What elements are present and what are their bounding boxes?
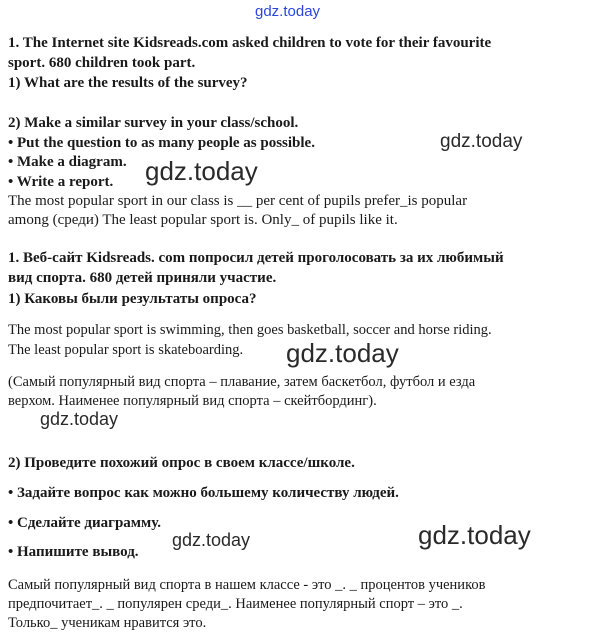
bullet-item: • Make a diagram.: [8, 154, 127, 170]
task-heading-line-2: sport. 680 children took part.: [8, 55, 196, 71]
bullet-item: • Write a report.: [8, 174, 114, 190]
watermark: gdz.today: [40, 409, 119, 429]
report-template-line-1: The most popular sport in our class is __ per cent of pupils prefer_is popular: [8, 193, 468, 209]
question-2-ru: 2) Проведите похожий опрос в своем классе/школе.: [8, 455, 355, 471]
watermark: gdz.today: [286, 338, 399, 368]
question-1-ru: 1) Каковы были результаты опроса?: [8, 291, 257, 307]
report-template-ru-line-2: предпочитает_. _ популярен среди_. Наименее популярный спорт – это _.: [8, 596, 463, 612]
report-template-line-2: among (среди) The least popular sport is. Only_ of pupils like it.: [8, 212, 398, 228]
answer-translation-line-2: верхом. Наименее популярный вид спорта – скейтбординг).: [8, 393, 377, 409]
task-heading-ru-line-1: 1. Веб-сайт Kidsreads. com попросил детей проголосовать за их любимый: [8, 250, 504, 266]
watermark-top: gdz.today: [255, 3, 321, 20]
bullet-item-ru: • Сделайте диаграмму.: [8, 515, 161, 531]
bullet-item: • Put the question to as many people as possible.: [8, 135, 315, 151]
watermark: gdz.today: [172, 530, 251, 550]
answer-translation-line-1: (Самый популярный вид спорта – плавание, затем баскетбол, футбол и езда: [8, 374, 476, 390]
watermark: gdz.today: [418, 520, 531, 550]
watermark: gdz.today: [440, 131, 523, 152]
bullet-item-ru: • Задайте вопрос как можно большему количеству людей.: [8, 485, 399, 501]
bullet-item-ru: • Напишите вывод.: [8, 544, 139, 560]
question-1: 1) What are the results of the survey?: [8, 75, 248, 91]
task-heading-line-1: 1. The Internet site Kidsreads.com asked children to vote for their favourite: [8, 35, 492, 51]
answer-line-2: The least popular sport is skateboarding.: [8, 342, 244, 358]
watermark: gdz.today: [145, 156, 258, 186]
report-template-ru-line-1: Самый популярный вид спорта в нашем классе - это _. _ процентов учеников: [8, 577, 486, 593]
task-heading-ru-line-2: вид спорта. 680 детей приняли участие.: [8, 270, 277, 286]
question-2: 2) Make a similar survey in your class/school.: [8, 115, 299, 131]
report-template-ru-line-3: Только_ ученикам нравится это.: [8, 615, 207, 631]
answer-line-1: The most popular sport is swimming, then goes basketball, soccer and horse riding.: [8, 322, 492, 338]
